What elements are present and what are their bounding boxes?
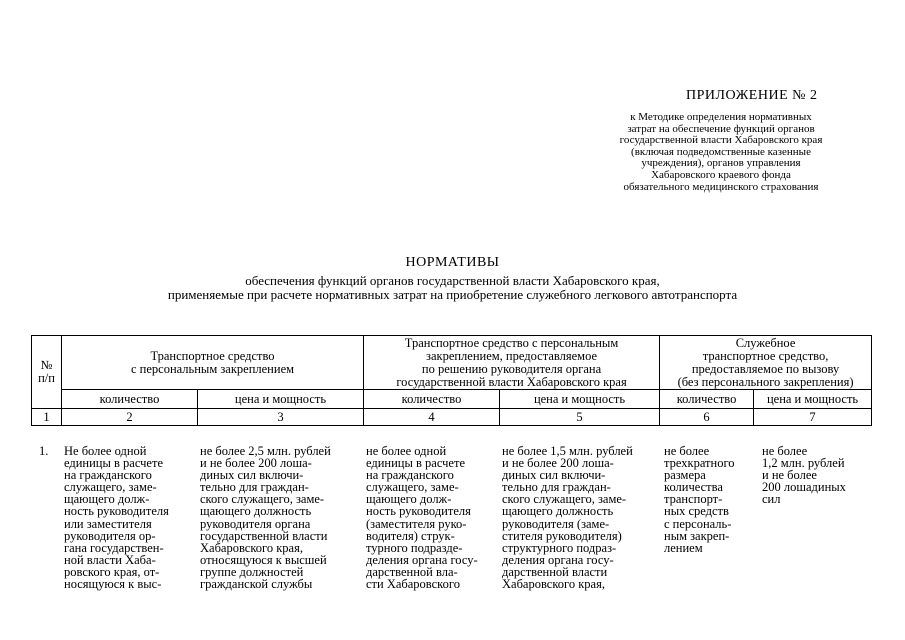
subheader-price-power: цена и мощность — [198, 390, 364, 409]
text-line: служащего, заме- — [366, 480, 459, 495]
column-number: 2 — [62, 409, 198, 426]
column-number: 4 — [364, 409, 500, 426]
text-line: или заместителя — [64, 516, 152, 531]
text-line: единицы в расчете — [64, 456, 163, 471]
text-line: лением — [664, 540, 703, 555]
header-group-by-decision — [364, 336, 660, 390]
text-line: с персональ- — [664, 516, 732, 531]
text-line: затрат на обеспечение функций органов — [627, 122, 815, 135]
subheader-quantity: количество — [660, 390, 754, 409]
text-line: стителя руководителя) — [502, 528, 622, 543]
text-line: количества — [664, 480, 723, 495]
text-line: щающего долж- — [64, 492, 150, 507]
text-line: гана государствен- — [64, 540, 164, 555]
text-line: на гражданского — [366, 468, 454, 483]
text-line: государственной власти Хабаровского края — [396, 374, 627, 389]
cell-quantity-personal — [64, 445, 169, 590]
text-line: Хабаровского края, — [502, 577, 605, 592]
text-line: ровского края, от- — [64, 564, 160, 579]
text-line: 200 лошадиных — [762, 480, 846, 495]
text-line: водителя) струк- — [366, 528, 455, 543]
cell-price-power-by-decision — [502, 445, 633, 590]
text-line: Хабаровского края, — [200, 540, 303, 555]
text-line: турного подразде- — [366, 540, 463, 555]
document-subtitle — [0, 274, 905, 301]
text-line: носящуюся к выс- — [64, 577, 162, 592]
subheader-price-power: цена и мощность — [500, 390, 660, 409]
text-line: по решению руководителя органа — [421, 361, 602, 376]
text-line: и не более — [762, 468, 817, 483]
text-line: диных сил включи- — [502, 468, 606, 483]
text-line: не более одной — [366, 444, 447, 458]
text-line: руководителя (заме- — [502, 516, 610, 531]
norms-table — [31, 335, 872, 426]
text-line: не более — [664, 444, 710, 458]
text-line: государственной власти — [200, 528, 328, 543]
row-number: 1. — [39, 444, 49, 458]
text-line: применяемые при расчете нормативных затрат на приобретение служебного легкового автотранспорта — [167, 286, 738, 302]
text-line: гражданской службы — [200, 577, 313, 592]
column-number: 1 — [32, 409, 62, 426]
text-line: единицы в расчете — [366, 456, 465, 471]
text-line: Хабаровского краевого фонда — [651, 168, 791, 181]
table-row — [31, 445, 871, 640]
text-line: сил — [762, 492, 781, 507]
text-line: Не более одной — [64, 444, 147, 458]
cell-price-power-on-call — [762, 445, 846, 505]
text-line: и не более 200 лоша- — [200, 456, 312, 471]
text-line: к Методике определения нормативных — [630, 111, 812, 123]
text-line: ным закреп- — [664, 528, 730, 543]
text-line: щающего долж- — [366, 492, 452, 507]
cell-quantity-on-call — [664, 445, 735, 554]
text-line: обязательного медицинского страхования — [623, 180, 819, 193]
text-line: на гражданского — [64, 468, 152, 483]
text-line: 1,2 млн. рублей — [762, 456, 845, 471]
text-line: дарственной власти — [502, 564, 608, 579]
text-line: щающего должность — [200, 504, 312, 519]
text-line: дарственной вла- — [366, 564, 458, 579]
text-line: группе должностей — [200, 564, 304, 579]
text-line: ной власти Хаба- — [64, 552, 156, 567]
text-line: п/п — [38, 371, 55, 385]
text-line: транспорт- — [664, 492, 723, 507]
appendix-subtitle — [571, 112, 871, 193]
text-line: обеспечения функций органов государственной власти Хабаровского края, — [245, 273, 660, 288]
text-line: ность руководителя — [366, 504, 471, 519]
text-line: деления органа госу- — [366, 552, 478, 567]
text-line: учреждения), органов управления — [641, 157, 801, 170]
header-group-on-call — [660, 336, 872, 390]
column-number: 6 — [660, 409, 754, 426]
text-line: (без персонального закрепления) — [677, 374, 854, 389]
text-line: тельно для граждан- — [502, 480, 611, 495]
text-line: государственной власти Хабаровского края — [619, 134, 823, 147]
text-line: тельно для граждан- — [200, 480, 309, 495]
text-line: Транспортное средство — [150, 348, 275, 363]
text-line: ность руководителя — [64, 504, 169, 519]
text-line: (включая подведомственные казенные — [631, 145, 811, 158]
text-line: не более — [762, 444, 808, 458]
text-line: Транспортное средство с персональным — [404, 335, 619, 350]
text-line: руководителя ор- — [64, 528, 156, 543]
column-number: 7 — [754, 409, 872, 426]
text-line: и не более 200 лоша- — [502, 456, 614, 471]
cell-price-power-personal — [200, 445, 331, 590]
column-number: 3 — [198, 409, 364, 426]
subheader-quantity: количество — [364, 390, 500, 409]
text-line: Служебное — [735, 335, 796, 350]
text-line: с персональным закреплением — [130, 361, 295, 376]
text-line: трехкратного — [664, 456, 735, 471]
header-number — [32, 336, 62, 409]
text-line: закреплением, предоставляемое — [426, 348, 598, 363]
appendix-title: ПРИЛОЖЕНИЕ № 2 — [686, 88, 818, 103]
text-line: не более 2,5 млн. рублей — [200, 444, 331, 458]
text-line: не более 1,5 млн. рублей — [502, 444, 633, 458]
text-line: (заместителя руко- — [366, 516, 467, 531]
subheader-price-power: цена и мощность — [754, 390, 872, 409]
text-line: № — [40, 358, 53, 372]
text-line: относящуюся к высшей — [200, 552, 327, 567]
text-line: ского служащего, заме- — [200, 492, 325, 507]
document-title: НОРМАТИВЫ — [405, 255, 500, 270]
cell-quantity-by-decision — [366, 445, 478, 590]
text-line: размера — [664, 468, 706, 483]
text-line: структурного подраз- — [502, 540, 617, 555]
text-line: транспортное средство, — [702, 348, 829, 363]
text-line: диных сил включи- — [200, 468, 304, 483]
text-line: служащего, заме- — [64, 480, 157, 495]
text-line: сти Хабаровского — [366, 577, 460, 592]
subheader-quantity: количество — [62, 390, 198, 409]
text-line: ского служащего, заме- — [502, 492, 627, 507]
text-line: деления органа госу- — [502, 552, 614, 567]
header-group-personal — [62, 336, 364, 390]
text-line: ных средств — [664, 504, 729, 519]
text-line: щающего должность — [502, 504, 614, 519]
text-line: предоставляемое по вызову — [691, 361, 840, 376]
text-line: руководителя органа — [200, 516, 311, 531]
column-number: 5 — [500, 409, 660, 426]
